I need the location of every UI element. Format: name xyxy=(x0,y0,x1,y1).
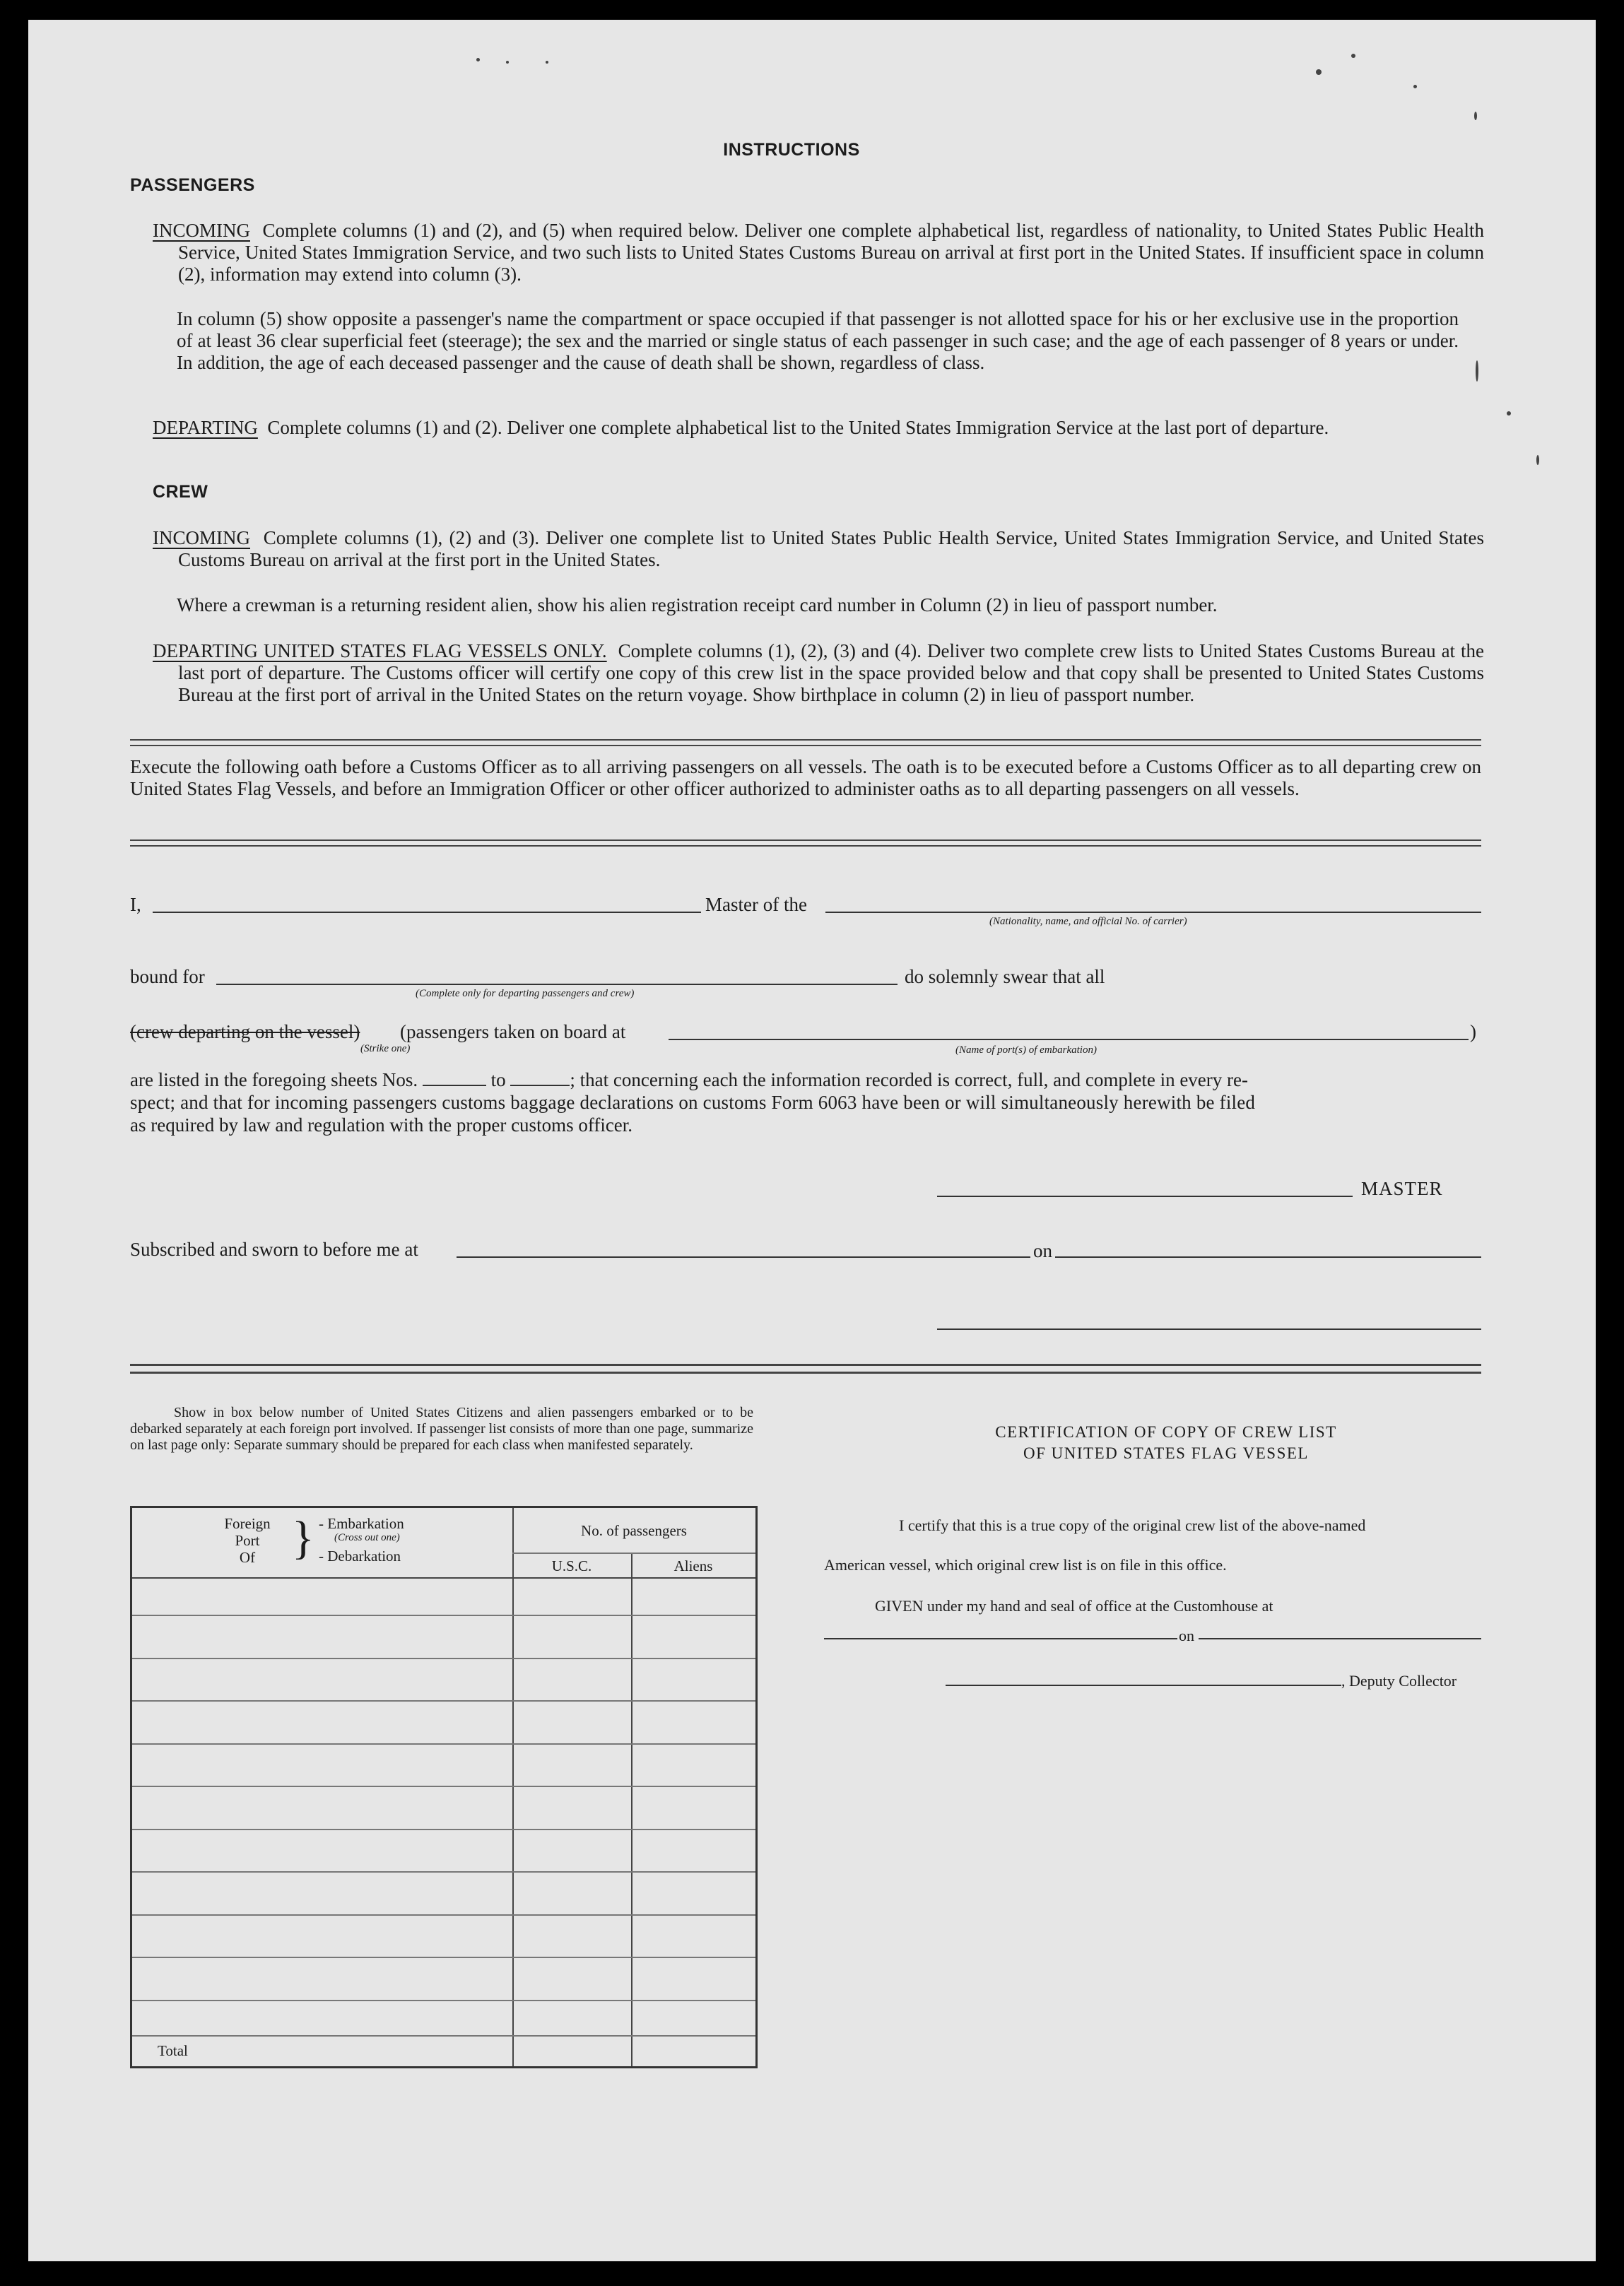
scan-speck xyxy=(1507,411,1511,416)
certify-line2: American vessel, which original crew list is on file in this office. xyxy=(824,1556,1227,1574)
master-of-the-label: Master of the xyxy=(705,894,807,915)
crew-departing-text: Complete columns (1), (2), (3) and (4). Deliver two complete crew lists to United States Customs Bureau at the last port of departure. The Customs officer will certify one copy of this crew list in the space provided below and that copy shall be presented to United States Customs Bureau at the first port of arrival in the United States on the return voyage. Show birthplace in column (2) in lieu of passport number. xyxy=(178,640,1485,705)
to-label: to xyxy=(490,1069,506,1090)
passengers-departing-tag: DEPARTING xyxy=(153,417,258,438)
passenger-summary-table xyxy=(130,1506,758,2068)
table-row[interactable] xyxy=(132,1743,755,1745)
oath-i-label: I, xyxy=(130,894,141,915)
passengers-taken-option[interactable]: (passengers taken on board at xyxy=(400,1021,626,1042)
crew-heading: CREW xyxy=(153,482,208,502)
table-header-divider xyxy=(512,1553,755,1554)
crew-departing-option[interactable]: (crew departing on the vessel) xyxy=(130,1021,360,1042)
certify-line1: I certify that this is a true copy of the original crew list of the above-named xyxy=(899,1516,1366,1534)
listed-text-a: are listed in the foregoing sheets Nos. xyxy=(130,1069,418,1090)
customhouse-field[interactable] xyxy=(824,1638,1177,1639)
embarkation-hint: (Name of port(s) of embarkation) xyxy=(955,1044,1097,1056)
scan-speck xyxy=(1413,85,1417,88)
scan-speck xyxy=(1536,455,1539,465)
table-row[interactable] xyxy=(132,1914,755,1916)
cross-out-hint: (Cross out one) xyxy=(334,1532,400,1543)
passengers-column5-paragraph: In column (5) show opposite a passenger's name the compartment or space occupied if that passenger is not allotted space for his or her exclusive use in the proportion of at least 36 clear superficial feet (steerage); the sex and the married or single status of each passenger in such case; and the age of each passenger of 8 years or under. In addition, the age of each deceased passenger and the cause of death shall be shown, regardless of class. xyxy=(177,308,1459,373)
oath-listed-line3: as required by law and regulation with the proper customs officer. xyxy=(130,1114,633,1136)
scan-speck xyxy=(476,58,480,61)
passengers-incoming-paragraph xyxy=(153,220,1484,285)
table-column-divider xyxy=(512,1508,514,2066)
oath-listed-line1 xyxy=(130,1068,1481,1091)
close-paren: ) xyxy=(1470,1021,1476,1042)
table-column-divider xyxy=(631,1553,632,2066)
carrier-hint: (Nationality, name, and official No. of carrier) xyxy=(989,916,1187,927)
master-signature-field[interactable] xyxy=(937,1196,1353,1197)
of-label: Of xyxy=(239,1549,256,1566)
scan-speck xyxy=(1316,69,1322,75)
deputy-signature-field[interactable] xyxy=(946,1685,1341,1686)
passengers-departing-paragraph xyxy=(153,417,1484,439)
table-row[interactable] xyxy=(132,1658,755,1659)
table-row[interactable] xyxy=(132,1615,755,1616)
passengers-incoming-tag: INCOMING xyxy=(153,220,250,241)
scan-speck xyxy=(506,61,509,64)
crew-departing-paragraph xyxy=(153,640,1484,706)
section-divider xyxy=(130,839,1481,847)
scan-speck xyxy=(1351,54,1355,58)
subscribed-label: Subscribed and sworn to before me at xyxy=(130,1239,418,1260)
instructions-title: INSTRUCTIONS xyxy=(723,140,860,160)
aliens-header: Aliens xyxy=(673,1557,713,1574)
crew-incoming-tag: INCOMING xyxy=(153,527,250,548)
embarkation-port-field[interactable] xyxy=(669,1039,1469,1040)
port-label: Port xyxy=(235,1532,260,1549)
debarkation-label: - Debarkation xyxy=(319,1548,401,1565)
certification-title-line1: CERTIFICATION OF COPY OF CREW LIST xyxy=(995,1423,1337,1441)
passengers-heading: PASSENGERS xyxy=(130,175,255,195)
brace-icon: } xyxy=(292,1512,314,1564)
foreign-label: Foreign xyxy=(224,1515,271,1532)
section-divider xyxy=(130,1364,1481,1374)
foreign-port-of-label xyxy=(216,1515,279,1566)
cert-date-field[interactable] xyxy=(1199,1638,1481,1639)
given-line: GIVEN under my hand and seal of office at the Customhouse at xyxy=(875,1597,1273,1615)
table-row[interactable] xyxy=(132,2000,755,2001)
master-label: MASTER xyxy=(1361,1178,1443,1199)
bound-for-label: bound for xyxy=(130,966,205,987)
section-divider xyxy=(130,739,1481,746)
master-name-field[interactable] xyxy=(153,912,701,913)
table-row[interactable] xyxy=(132,1957,755,1958)
passengers-incoming-text: Complete columns (1) and (2), and (5) when required below. Deliver one complete alphabetical list, regardless of nationality, to United States Public Health Service, United States Immigration Service, and two such lists to United States Customs Bureau on arrival at first port in the United States. If insufficient space in column (2), information may extend into column (3). xyxy=(178,220,1485,285)
sheet-to-field[interactable] xyxy=(510,1071,570,1086)
swear-text: do solemnly swear that all xyxy=(905,966,1105,987)
crew-incoming-text: Complete columns (1), (2) and (3). Deliver one complete list to United States Public Health Service, United States Immigration Service, and United States Customs Bureau on arrival at the first port in the United States. xyxy=(178,527,1485,570)
no-of-passengers-header: No. of passengers xyxy=(581,1522,687,1539)
scan-speck xyxy=(1474,112,1477,120)
sheet-from-field[interactable] xyxy=(423,1071,486,1086)
table-row[interactable] xyxy=(132,1829,755,1830)
listed-text-b: ; that concerning each the information recorded is correct, full, and complete in every re- xyxy=(570,1069,1249,1090)
embarkation-label: - Embarkation xyxy=(319,1515,404,1532)
officer-signature-field[interactable] xyxy=(937,1328,1481,1330)
table-total-row[interactable] xyxy=(132,2035,755,2037)
deputy-collector-label: , Deputy Collector xyxy=(1341,1672,1457,1690)
bound-for-field[interactable] xyxy=(216,984,898,985)
table-header-bottom xyxy=(132,1577,755,1579)
scan-speck xyxy=(1476,360,1478,382)
crew-resident-paragraph: Where a crewman is a returning resident alien, show his alien registration receipt card number in Column (2) in lieu of passport number. xyxy=(177,594,1218,615)
table-row[interactable] xyxy=(132,1700,755,1702)
table-row[interactable] xyxy=(132,1786,755,1787)
carrier-field[interactable] xyxy=(825,912,1481,913)
form-page xyxy=(28,20,1596,2261)
summary-note: Show in box below number of United States Citizens and alien passengers embarked or to be debarked separately at each foreign port involved. If passenger list consists of more than one page, summarize on last page only: Separate summary should be prepared for each class when manifested separately. xyxy=(130,1405,753,1453)
certification-title-line2: OF UNITED STATES FLAG VESSEL xyxy=(1023,1444,1309,1462)
scan-speck xyxy=(546,61,548,64)
sworn-place-field[interactable] xyxy=(457,1256,1481,1258)
crew-departing-tag: DEPARTING UNITED STATES FLAG VESSELS ONLY. xyxy=(153,640,607,661)
total-label: Total xyxy=(158,2042,188,2059)
certification-title xyxy=(848,1422,1484,1464)
passengers-departing-text: Complete columns (1) and (2). Deliver one complete alphabetical list to the United States Immigration Service at the last port of departure. xyxy=(267,417,1329,438)
table-row[interactable] xyxy=(132,1871,755,1873)
strike-one-hint: (Strike one) xyxy=(360,1043,411,1054)
oath-intro: Execute the following oath before a Customs Officer as to all arriving passengers on all vessels. The oath is to be executed before a Customs Officer as to all departing crew on United States Flag Vessels, and before an Immigration Officer or other officer authorized to administer oaths as to all departing passengers on all vessels. xyxy=(130,756,1481,799)
crew-incoming-paragraph xyxy=(153,527,1484,571)
sworn-on-label: on xyxy=(1030,1239,1055,1262)
usc-header: U.S.C. xyxy=(551,1557,592,1574)
bound-for-hint: (Complete only for departing passengers and crew) xyxy=(416,988,635,999)
cert-on-label: on xyxy=(1179,1627,1194,1644)
oath-listed-line2: spect; and that for incoming passengers customs baggage declarations on customs Form 6063 have been or will simultaneously herewith be filed xyxy=(130,1092,1256,1113)
